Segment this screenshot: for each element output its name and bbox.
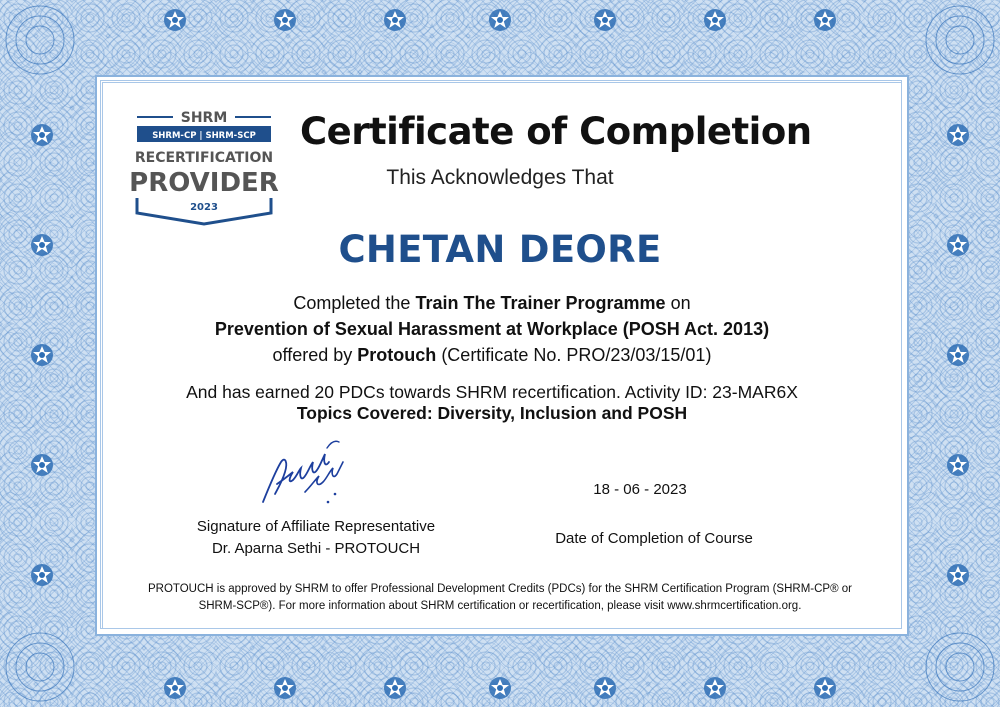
badge-year: 2023 <box>190 202 218 213</box>
completed-line <box>100 293 884 314</box>
recipient-name: CHETAN DEORE <box>338 228 662 271</box>
programme-name: Train The Trainer Programme <box>415 293 666 313</box>
shrm-recertification-badge <box>123 105 288 230</box>
badge-line1: RECERTIFICATION <box>134 150 274 166</box>
offered-line <box>100 345 884 366</box>
pdc-line: And has earned 20 PDCs towards SHRM recertification. Activity ID: 23-MAR6X <box>186 382 798 402</box>
course-name: Prevention of Sexual Harassment at Workplace (POSH Act. 2013) <box>214 319 770 339</box>
badge-org: SHRM <box>180 110 228 126</box>
provider-name: Protouch <box>357 345 437 365</box>
completed-suffix: on <box>670 293 691 313</box>
offered-prefix: offered by <box>272 345 353 365</box>
completion-date: 18 - 06 - 2023 <box>593 481 687 498</box>
completed-prefix: Completed the <box>293 293 411 313</box>
certificate-number: (Certificate No. PRO/23/03/15/01) <box>441 345 712 365</box>
signature-caption: Signature of Affiliate Representative <box>196 518 436 535</box>
signer-name: Dr. Aparna Sethi - PROTOUCH <box>211 540 421 557</box>
completion-date-label: Date of Completion of Course <box>555 530 753 547</box>
acknowledges-line: This Acknowledges That <box>386 166 614 189</box>
handwritten-signature <box>255 432 350 512</box>
topics-line: Topics Covered: Diversity, Inclusion and POSH <box>296 403 688 423</box>
certificate-title: Certificate of Completion <box>300 110 812 153</box>
badge-line2: PROVIDER <box>129 168 279 198</box>
footer-disclaimer: PROTOUCH is approved by SHRM to offer Professional Development Credits (PDCs) for the SHRM Certification Program (SHRM-CP® or SHRM-SCP®). For more information about SHRM certification or recertification, please visit www.shrmcertification.org. <box>147 583 852 612</box>
badge-credentials: SHRM-CP | SHRM-SCP <box>152 131 256 141</box>
